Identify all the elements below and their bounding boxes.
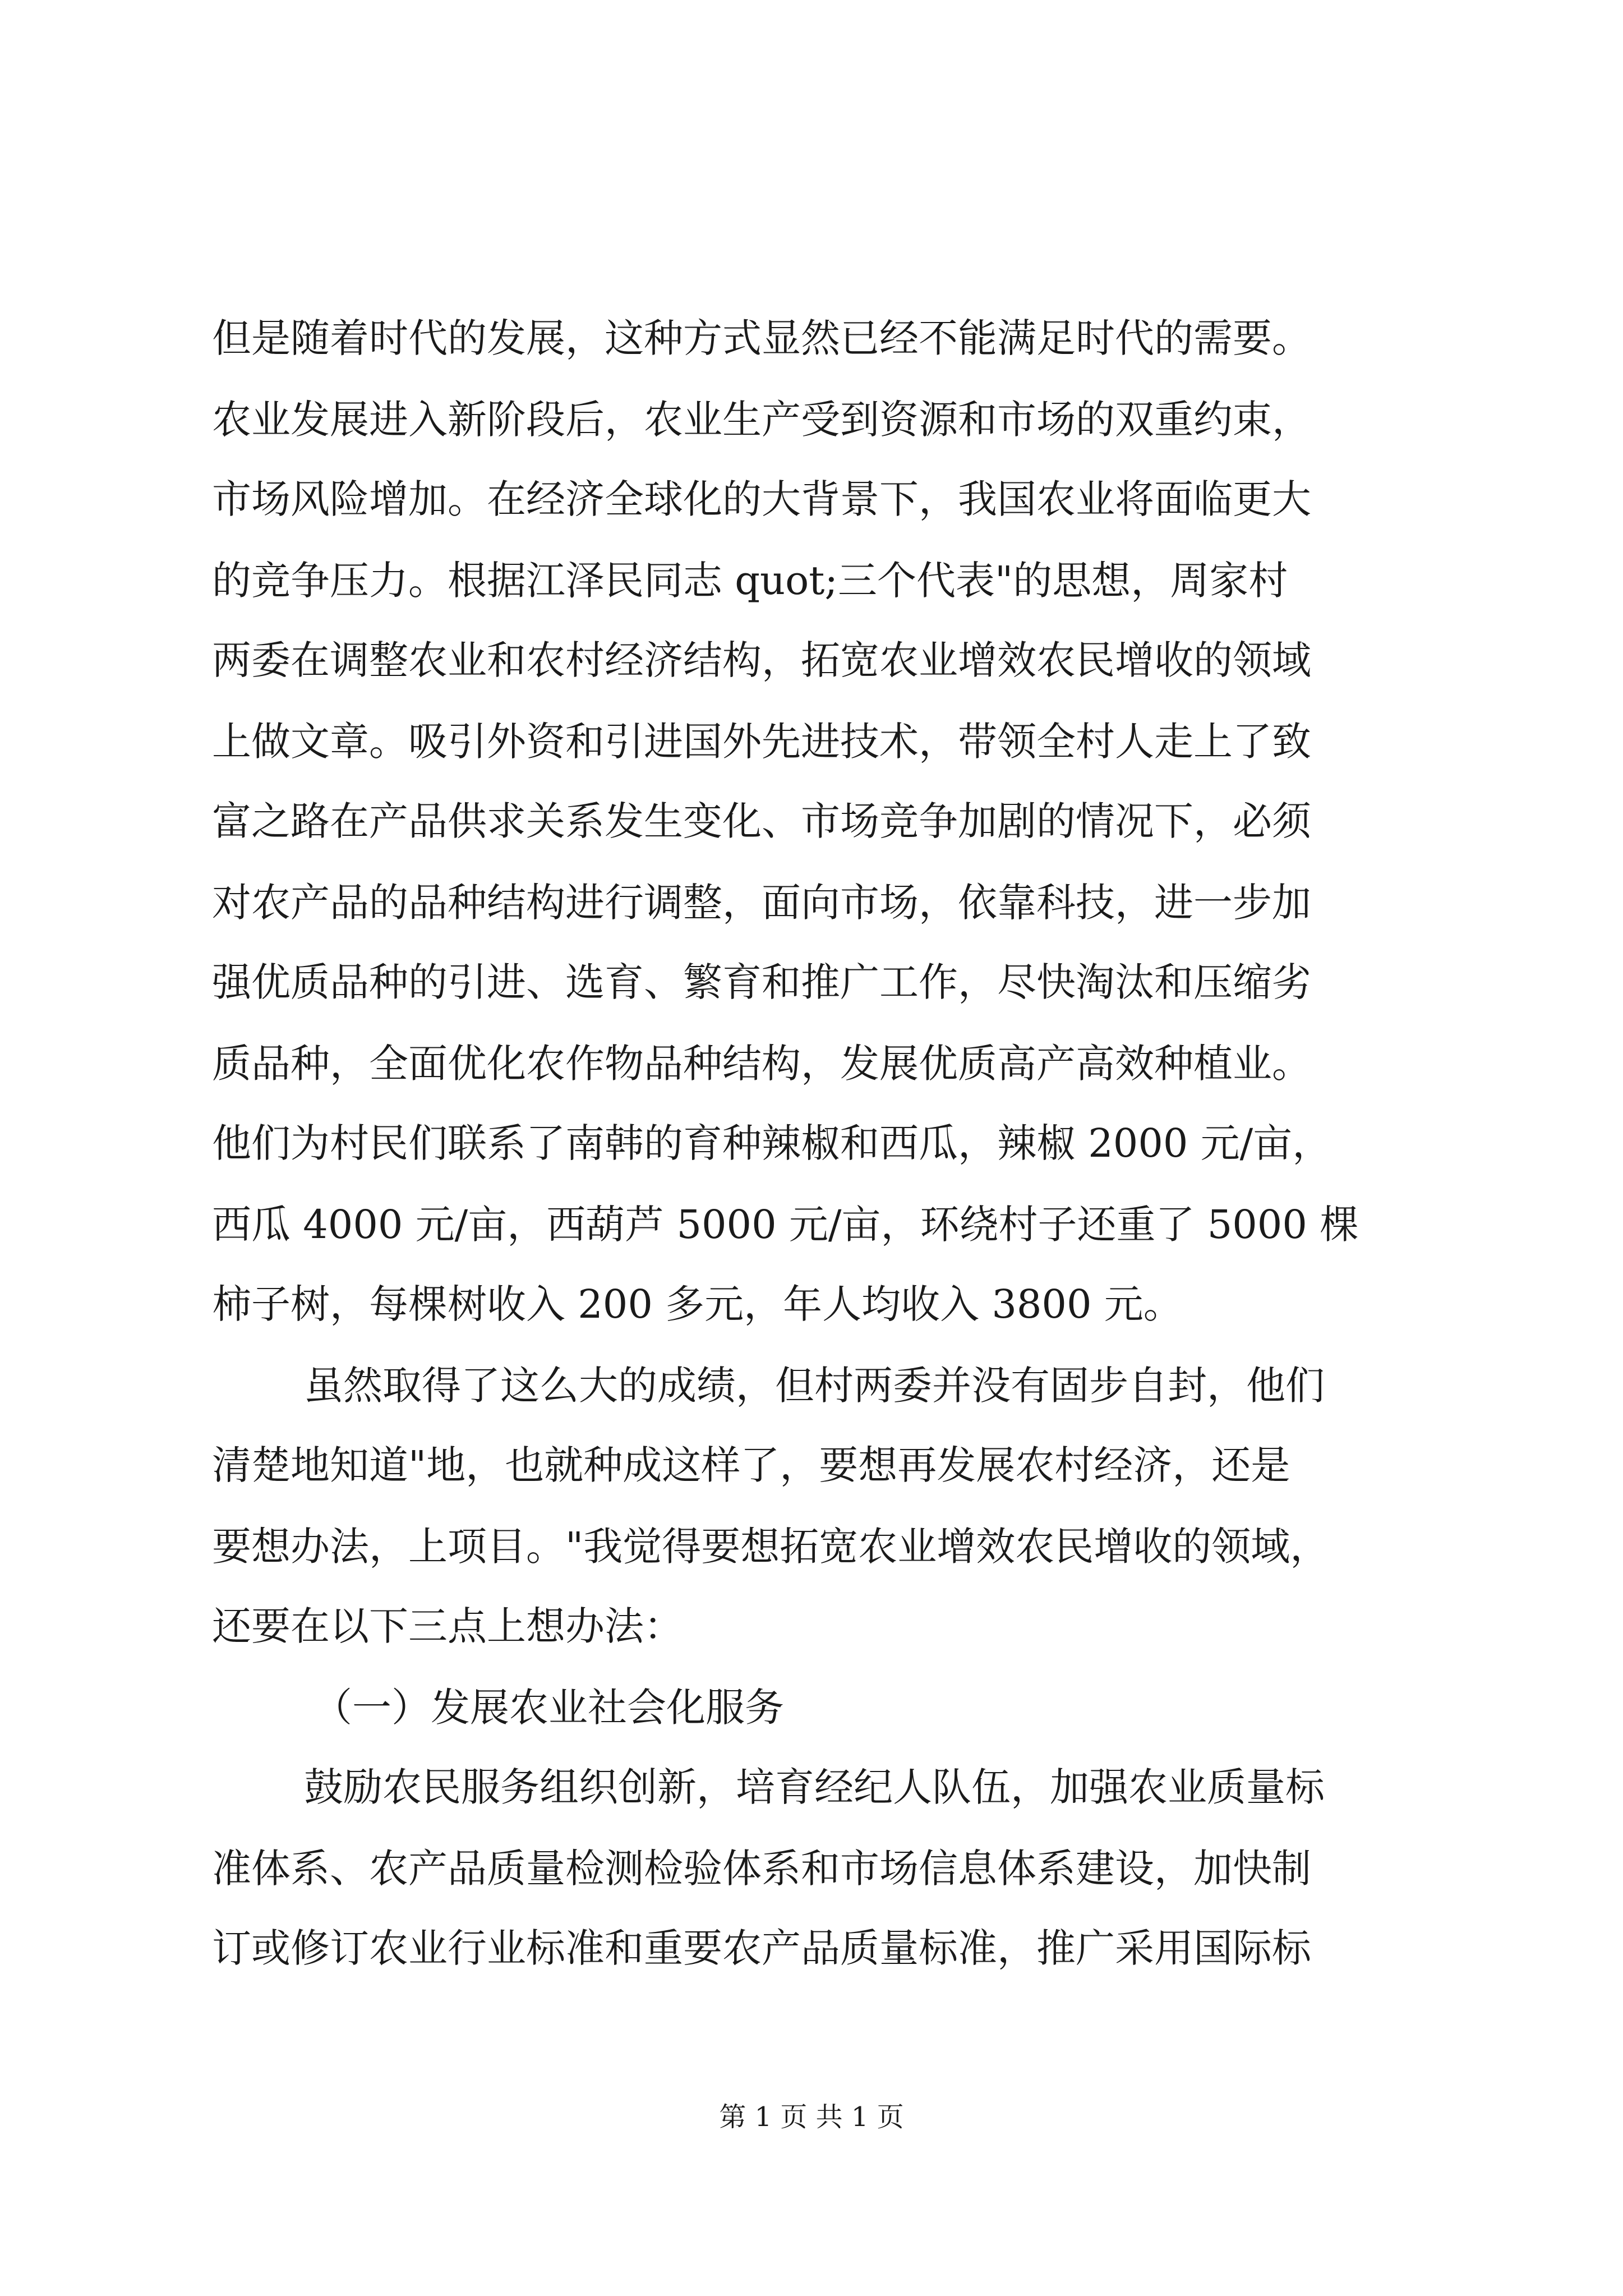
text-line-9: 强优质品种的引进、选育、繁育和推广工作，尽快淘汰和压缩劣 bbox=[212, 959, 1311, 1005]
text-line-10: 质品种，全面优化农作物品种结构，发展优质高产高效种植业。 bbox=[212, 1041, 1311, 1087]
text-line-2: 农业发展进入新阶段后，农业生产受到资源和市场的双重约束， bbox=[212, 397, 1311, 443]
text-line-13: 柿子树，每棵树收入 200 多元，年人均收入 3800 元。 bbox=[212, 1281, 1183, 1327]
text-line-20: 准体系、农产品质量检测检验体系和市场信息体系建设，加快制 bbox=[212, 1846, 1311, 1892]
text-line-19: 鼓励农民服务组织创新，培育经纪人队伍，加强农业质量标 bbox=[304, 1764, 1325, 1810]
text-line-5: 两委在调整农业和农村经济结构，拓宽农业增效农民增收的领域 bbox=[212, 637, 1311, 683]
text-line-6: 上做文章。吸引外资和引进国外先进技术，带领全村人走上了致 bbox=[212, 719, 1311, 765]
text-line-8: 对农产品的品种结构进行调整，面向市场，依靠科技，进一步加 bbox=[212, 880, 1311, 926]
text-line-11: 他们为村民们联系了南韩的育种辣椒和西瓜，辣椒 2000 元/亩， bbox=[212, 1120, 1332, 1166]
section-heading: （一）发展农业社会化服务 bbox=[313, 1685, 784, 1731]
text-line-3: 市场风险增加。在经济全球化的大背景下，我国农业将面临更大 bbox=[212, 476, 1311, 522]
text-line-1: 但是随着时代的发展，这种方式显然已经不能满足时代的需要。 bbox=[212, 315, 1311, 361]
text-line-17: 还要在以下三点上想办法： bbox=[212, 1603, 683, 1649]
text-line-15: 清楚地知道"地，也就种成这样了，要想再发展农村经济，还是 bbox=[212, 1442, 1290, 1488]
text-line-4: 的竞争压力。根据江泽民同志 quot;三个代表"的思想，周家村 bbox=[212, 558, 1288, 604]
text-line-14: 虽然取得了这么大的成绩，但村两委并没有固步自封，他们 bbox=[304, 1363, 1325, 1409]
text-line-12: 西瓜 4000 元/亩，西葫芦 5000 元/亩，环绕村子还重了 5000 棵 bbox=[212, 1202, 1359, 1248]
text-line-7: 富之路在产品供求关系发生变化、市场竞争加剧的情况下，必须 bbox=[212, 798, 1311, 844]
page-number-footer: 第 1 页 共 1 页 bbox=[719, 2101, 904, 2133]
text-line-16: 要想办法，上项目。"我觉得要想拓宽农业增效农民增收的领域， bbox=[212, 1524, 1330, 1570]
text-line-21: 订或修订农业行业标准和重要农产品质量标准，推广采用国际标 bbox=[212, 1925, 1311, 1971]
